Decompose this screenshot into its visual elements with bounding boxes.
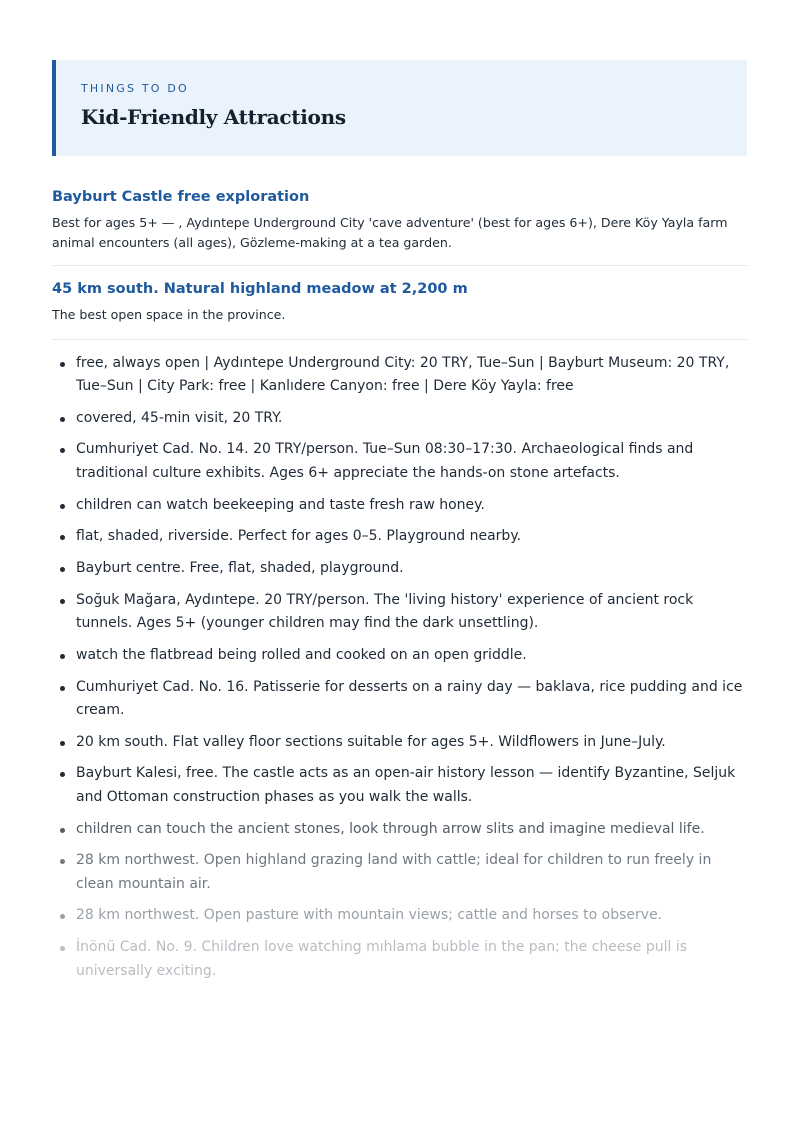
list-item: [52, 731, 747, 755]
bullet-icon: [60, 504, 65, 509]
list-item: [52, 494, 747, 518]
bullet-icon: [60, 772, 65, 777]
list-item: [52, 904, 747, 928]
section-eyebrow: THINGS TO DO: [81, 82, 189, 95]
attractions-list: [52, 352, 747, 984]
bullet-icon: [60, 417, 65, 422]
section-castle: [52, 187, 747, 266]
section-heading: Bayburt Castle free exploration: [52, 189, 310, 205]
list-item: [52, 438, 747, 485]
header-callout: [52, 60, 747, 156]
list-item-text: children can touch the ancient stones, look through arrow slits and imagine medieval life.: [76, 820, 705, 837]
list-item-text: Soğuk Mağara, Aydıntepe. 20 TRY/person. The 'living history' experience of ancient rock tunnels. Ages 5+ (younger children may find the dark unsettling).: [76, 591, 694, 632]
list-item-text: free, always open | Aydıntepe Underground City: 20 TRY, Tue–Sun | Bayburt Museum: 20 TRY, Tue–Sun | City Park: free | Kanlıdere Canyon: free | Dere Köy Yayla: free: [76, 354, 730, 394]
bullet-icon: [60, 535, 65, 540]
section-text: The best open space in the province.: [52, 307, 286, 322]
page: [52, 60, 747, 991]
page-title: Kid-Friendly Attractions: [81, 105, 346, 129]
list-item-text: 20 km south. Flat valley floor sections suitable for ages 5+. Wildflowers in June–July.: [76, 733, 666, 750]
section-meadow: [52, 266, 747, 340]
list-item: [52, 936, 747, 983]
bullet-icon: [60, 599, 65, 604]
list-item: [52, 352, 747, 399]
list-item-text: Cumhuriyet Cad. No. 16. Patisserie for desserts on a rainy day — baklava, rice pudding and ice cream.: [76, 678, 743, 718]
list-item: [52, 676, 747, 723]
list-item-text: watch the flatbread being rolled and cooked on an open griddle.: [76, 646, 527, 663]
list-item: [52, 407, 747, 431]
list-item-text: 28 km northwest. Open highland grazing land with cattle; ideal for children to run freely in clean mountain air.: [76, 852, 712, 892]
list-item-text: İnönü Cad. No. 9. Children love watching mıhlama bubble in the pan; the cheese pull is universally exciting.: [76, 939, 688, 979]
list-item-text: Bayburt Kalesi, free. The castle acts as an open-air history lesson — identify Byzantine, Seljuk and Ottoman construction phases as you walk the walls.: [76, 765, 736, 805]
list-item: [52, 644, 747, 668]
list-item-text: flat, shaded, riverside. Perfect for ages 0–5. Playground nearby.: [76, 528, 522, 545]
list-item: [52, 589, 747, 636]
bullet-icon: [60, 828, 65, 833]
bullet-icon: [60, 362, 65, 367]
list-item: [52, 525, 747, 549]
list-item-text: 28 km northwest. Open pasture with mountain views; cattle and horses to observe.: [76, 907, 663, 924]
bullet-icon: [60, 686, 65, 691]
section-text: Best for ages 5+ — , Aydıntepe Underground City 'cave adventure' (best for ages 6+), Dere Köy Yayla farm animal encounters (all ages), Gözleme-making at a tea garden.: [52, 215, 728, 250]
list-item: [52, 557, 747, 581]
bullet-icon: [60, 946, 65, 951]
list-item: [52, 849, 747, 896]
list-item: [52, 762, 747, 809]
list-item-text: Bayburt centre. Free, flat, shaded, playground.: [76, 559, 404, 576]
list-item-text: Cumhuriyet Cad. No. 14. 20 TRY/person. Tue–Sun 08:30–17:30. Archaeological finds and traditional culture exhibits. Ages 6+ appreciate the hands-on stone artefacts.: [76, 441, 694, 481]
list-item-text: children can watch beekeeping and taste fresh raw honey.: [76, 496, 485, 513]
list-item: [52, 818, 747, 842]
bullet-icon: [60, 448, 65, 453]
list-item-text: covered, 45-min visit, 20 TRY.: [76, 409, 283, 426]
bullet-icon: [60, 741, 65, 746]
section-heading: 45 km south. Natural highland meadow at 2,200 m: [52, 281, 468, 297]
bullet-icon: [60, 859, 65, 864]
bullet-icon: [60, 567, 65, 572]
bullet-icon: [60, 654, 65, 659]
bullet-icon: [60, 914, 65, 919]
